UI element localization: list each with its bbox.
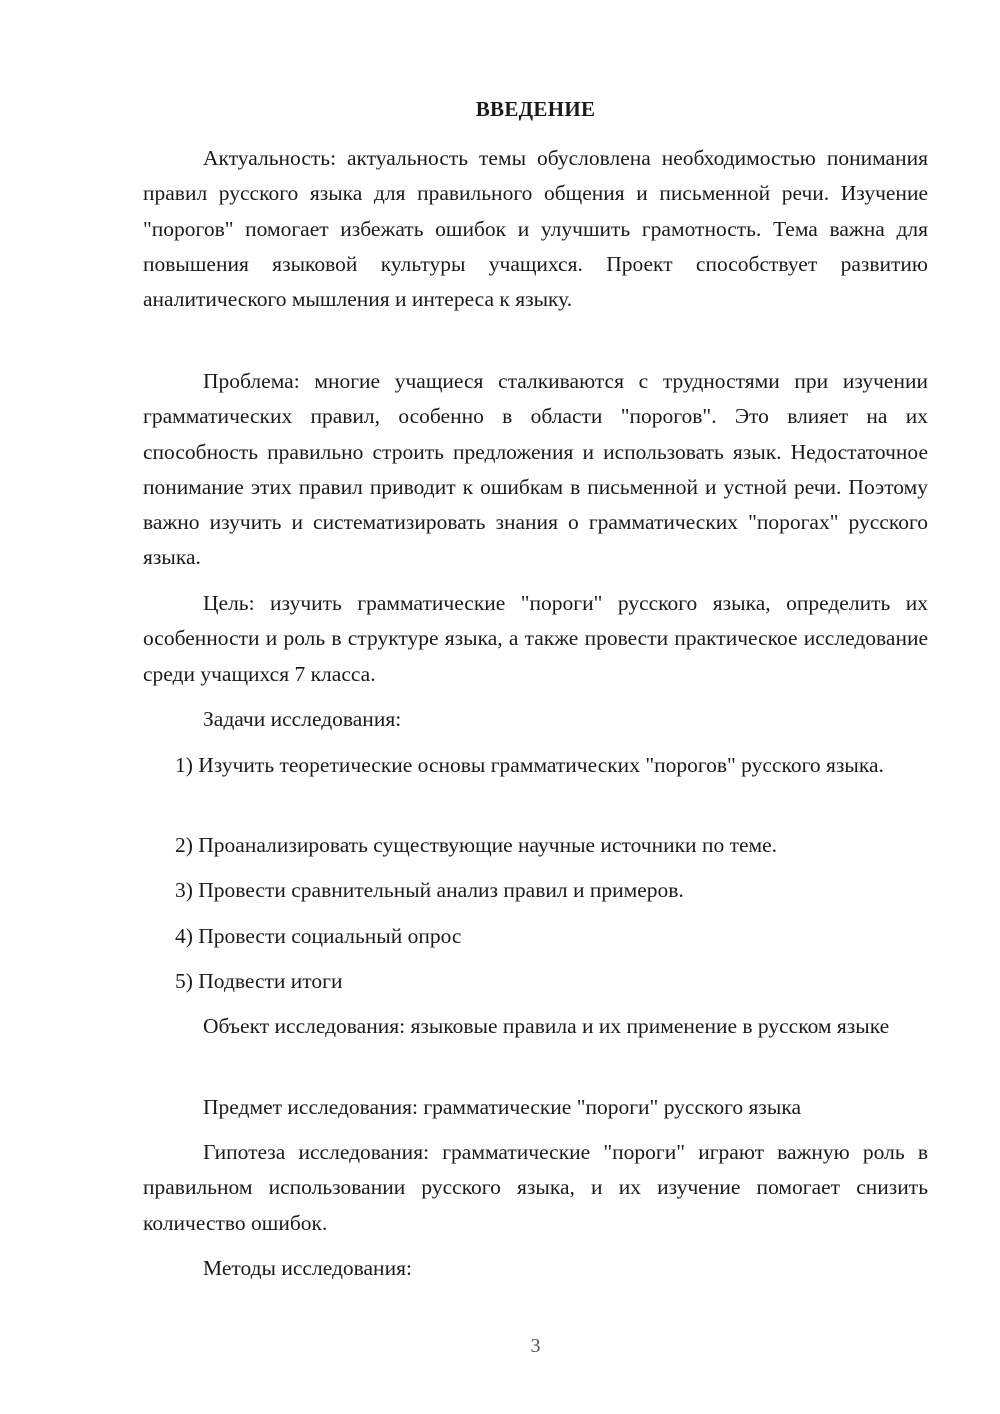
task-item-2: 2) Проанализировать существующие научные источники по теме. — [175, 833, 778, 857]
paragraph-problem: Проблема: многие учащиеся сталкиваются с трудностями при изучении грамматических правил, особенно в области "порогов". Это влияет на их способность правильно строить предложения и использовать язык. Недостаточное понимание этих правил приводит к ошибкам в письменной и устной речи. Поэтому важно изучить и систематизировать знания о грамматических "порогах" русского языка. — [143, 369, 928, 570]
paragraph-goal: Цель: изучить грамматические "пороги" русского языка, определить их особенности и роль в структуре языка, а также провести практическое исследование среди учащихся 7 класса. — [143, 591, 928, 686]
page-number: 3 — [530, 1335, 541, 1357]
task-item-3: 3) Провести сравнительный анализ правил и примеров. — [175, 878, 684, 902]
paragraph-relevance: Актуальность: актуальность темы обусловлена необходимостью понимания правил русского языка для правильного общения и письменной речи. Изучение "порогов" помогает избежать ошибок и улучшить грамотность. Тема важна для повышения языковой культуры учащихся. Проект способствует развитию аналитического мышления и интереса к языку. — [143, 146, 928, 312]
paragraph-tasks-heading: Задачи исследования: — [203, 707, 402, 731]
task-item-1: 1) Изучить теоретические основы грамматических "порогов" русского языка. — [175, 753, 884, 777]
paragraph-object: Объект исследования: языковые правила и их применение в русском языке — [203, 1014, 890, 1038]
paragraph-subject: Предмет исследования: грамматические "пороги" русского языка — [203, 1095, 802, 1119]
section-title: ВВЕДЕНИЕ — [475, 97, 596, 121]
paragraph-hypothesis: Гипотеза исследования: грамматические "пороги" играют важную роль в правильном использовании русского языка, и их изучение помогает снизить количество ошибок. — [143, 1140, 928, 1235]
task-item-5: 5) Подвести итоги — [175, 969, 343, 993]
paragraph-methods: Методы исследования: — [203, 1256, 412, 1280]
document-page — [143, 0, 928, 1414]
task-item-4: 4) Провести социальный опрос — [175, 924, 462, 948]
